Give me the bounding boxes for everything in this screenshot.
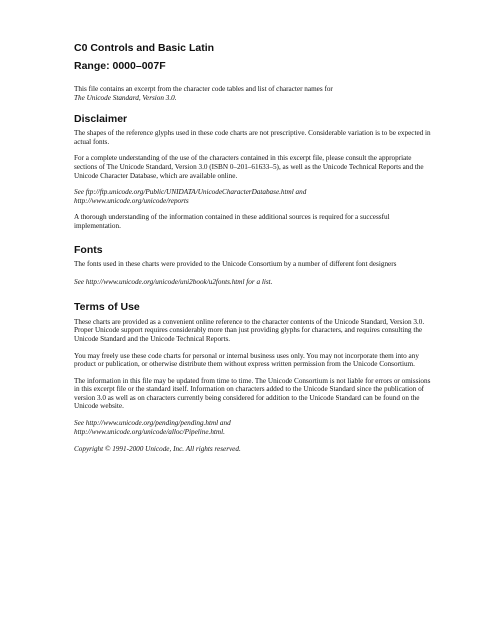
copyright-notice: Copyright © 1991-2000 Unicode, Inc. All rights reserved. <box>74 445 241 454</box>
document-page <box>74 42 436 454</box>
disclaimer-paragraph-1: The shapes of the reference glyphs used in these code charts are not prescriptive. Considerable variation is to be expected in actual fonts. <box>74 129 431 146</box>
terms-paragraph-1: These charts are provided as a convenient online reference to the character contents of the Unicode Standard, Version 3.0. Proper Unicode support requires considerably more than just providing glyphs for characters, and requires consulting the Unicode Standard and the Unicode Technical Reports. <box>74 317 425 343</box>
document-range: Range: 0000–007F <box>74 60 166 72</box>
disclaimer-paragraph-3: A thorough understanding of the information contained in these additional sources is required for a successful implementation. <box>74 213 390 230</box>
terms-heading: Terms of Use <box>74 300 140 313</box>
terms-paragraph-2: You may freely use these code charts for personal or internal business uses only. You may not incorporate them into any product or publication, or otherwise distribute them without express written permission from the Unicode Consortium. <box>74 351 419 369</box>
disclaimer-paragraph-2: For a complete understanding of the use of the characters contained in this excerpt file, please consult the appropriate sections of The Unicode Standard, Version 3.0 (ISBN 0–201–61633–5), as well as the Unicode Technical Reports and the Unicode Character Database, which are available online. <box>74 154 424 180</box>
terms-see-links <box>74 419 436 436</box>
intro-paragraph <box>74 85 436 102</box>
pending-link[interactable]: See http://www.unicode.org/pending/pending.html and <box>74 419 231 428</box>
fonts-heading: Fonts <box>74 243 103 256</box>
disclaimer-see-links <box>74 188 436 205</box>
database-link[interactable]: See ftp://ftp.unicode.org/Public/UNIDATA/UnicodeCharacterDatabase.html and <box>74 188 307 197</box>
pipeline-link[interactable]: http://www.unicode.org/unicode/alloc/Pipeline.html. <box>74 427 225 436</box>
fonts-link[interactable]: See http://www.unicode.org/unicode/uni2book/u2fonts.html for a list. <box>74 278 273 287</box>
reports-link[interactable]: http://www.unicode.org/unicode/reports <box>74 196 189 205</box>
disclaimer-heading: Disclaimer <box>74 113 128 126</box>
fonts-paragraph: The fonts used in these charts were provided to the Unicode Consortium by a number of different font designers <box>74 259 397 268</box>
intro-book-title: The Unicode Standard, Version 3.0. <box>74 93 177 102</box>
intro-text: This file contains an excerpt from the character code tables and list of character names for <box>74 85 333 93</box>
terms-paragraph-3: The information in this file may be updated from time to time. The Unicode Consortium is not liable for errors or omissions in this excerpt file or the standard itself. Information on characters added to the Unicode Standard since the publication of version 3.0 as well as on characters currently being considered for addition to the Unicode Standard can be found on the Unicode website. <box>74 376 431 411</box>
document-title: C0 Controls and Basic Latin <box>74 42 215 54</box>
